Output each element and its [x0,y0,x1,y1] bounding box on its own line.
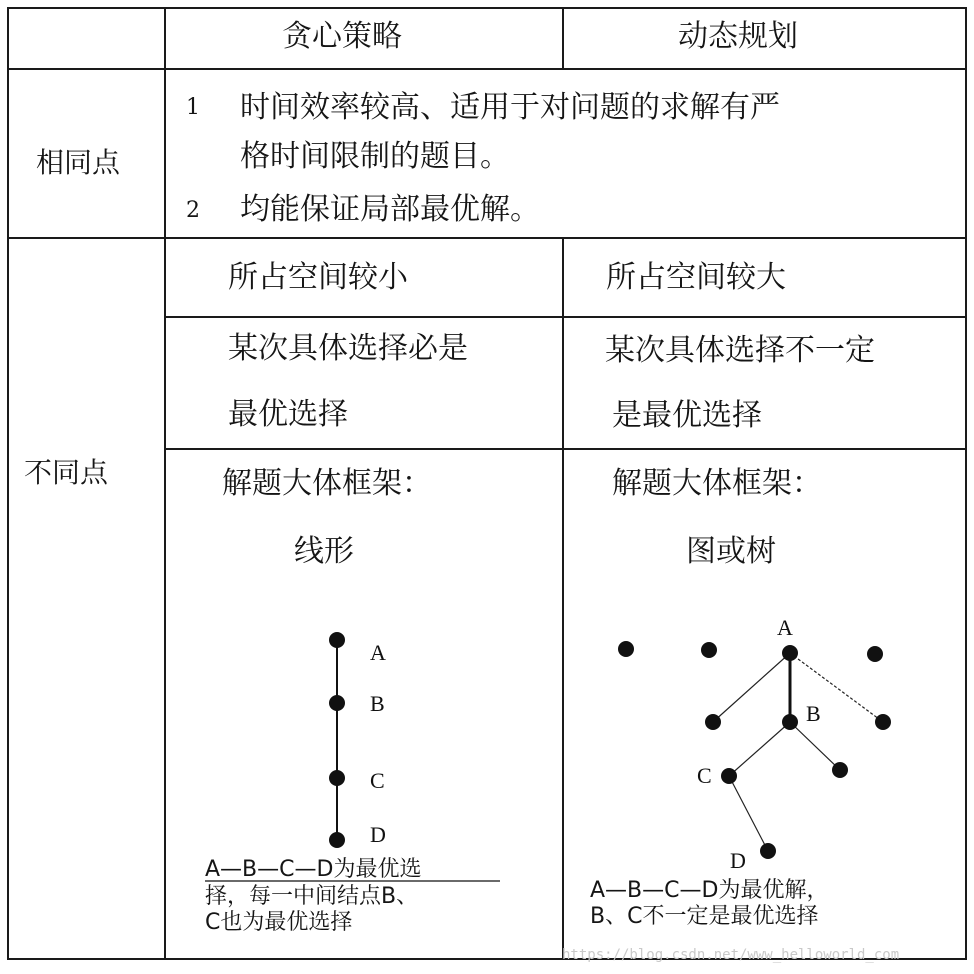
tree-node-b-child [832,762,848,778]
greedy-choice-line1: 某次具体选择必是 [228,331,468,366]
tree-node-isolated-1 [618,641,634,657]
tree-node-right [875,714,891,730]
tree-node-d [760,843,776,859]
tree-edge-a-left [713,653,790,722]
tree-node-left [705,714,721,730]
tree-label-d: D [730,848,746,873]
dp-caption-line2: B、C不一定是最优选择 [590,904,819,929]
linear-node-b [329,695,345,711]
linear-node-d [329,832,345,848]
dp-choice-line2: 是最优选择 [612,398,762,433]
same-point1-line1: 时间效率较高、适用于对问题的求解有严 [240,90,780,125]
linear-label-c: C [370,768,385,793]
tree-node-isolated-3 [867,646,883,662]
dp-space: 所占空间较大 [606,260,786,295]
header-greedy: 贪心策略 [282,19,402,54]
tree-diagram [618,641,891,859]
tree-label-b: B [806,701,821,726]
same-point2-text: 均能保证局部最优解。 [240,192,540,227]
greedy-caption-line1: A—B—C—D为最优选 [205,857,422,882]
tree-label-c: C [697,763,712,788]
greedy-framework-title: 解题大体框架： [222,466,432,501]
dp-choice-line1: 某次具体选择不一定 [605,333,875,368]
tree-node-isolated-2 [701,642,717,658]
linear-label-d: D [370,822,386,847]
linear-diagram [329,632,345,848]
diff-label: 不同点 [24,456,109,489]
tree-edge-a-right [790,653,883,722]
linear-label-b: B [370,691,385,716]
tree-edge-b-c [729,722,790,776]
tree-node-c [721,768,737,784]
greedy-space: 所占空间较小 [228,260,408,295]
greedy-choice-line2: 最优选择 [228,397,348,432]
same-label: 相同点 [36,146,121,179]
dp-framework-shape: 图或树 [686,534,776,569]
same-point1-line2: 格时间限制的题目。 [240,139,510,174]
tree-node-b [782,714,798,730]
greedy-caption-line3: C也为最优选择 [205,910,353,935]
linear-node-c [329,770,345,786]
tree-node-a [782,645,798,661]
greedy-caption-line2: 择，每一中间结点B、 [205,884,419,909]
same-point2-number: 2 [186,198,200,223]
header-dp: 动态规划 [678,19,798,54]
linear-node-a [329,632,345,648]
tree-edge-b-right [790,722,840,770]
same-point1-number: 1 [186,95,200,120]
watermark-url: https://blog.csdn.net/www_helloworld_com [562,947,900,963]
tree-edge-c-d [729,776,768,851]
greedy-framework-shape: 线形 [294,534,354,569]
tree-label-a: A [777,615,793,640]
dp-caption-line1: A—B—C—D为最优解， [590,878,829,903]
linear-label-a: A [370,640,386,665]
dp-framework-title: 解题大体框架： [612,466,822,501]
